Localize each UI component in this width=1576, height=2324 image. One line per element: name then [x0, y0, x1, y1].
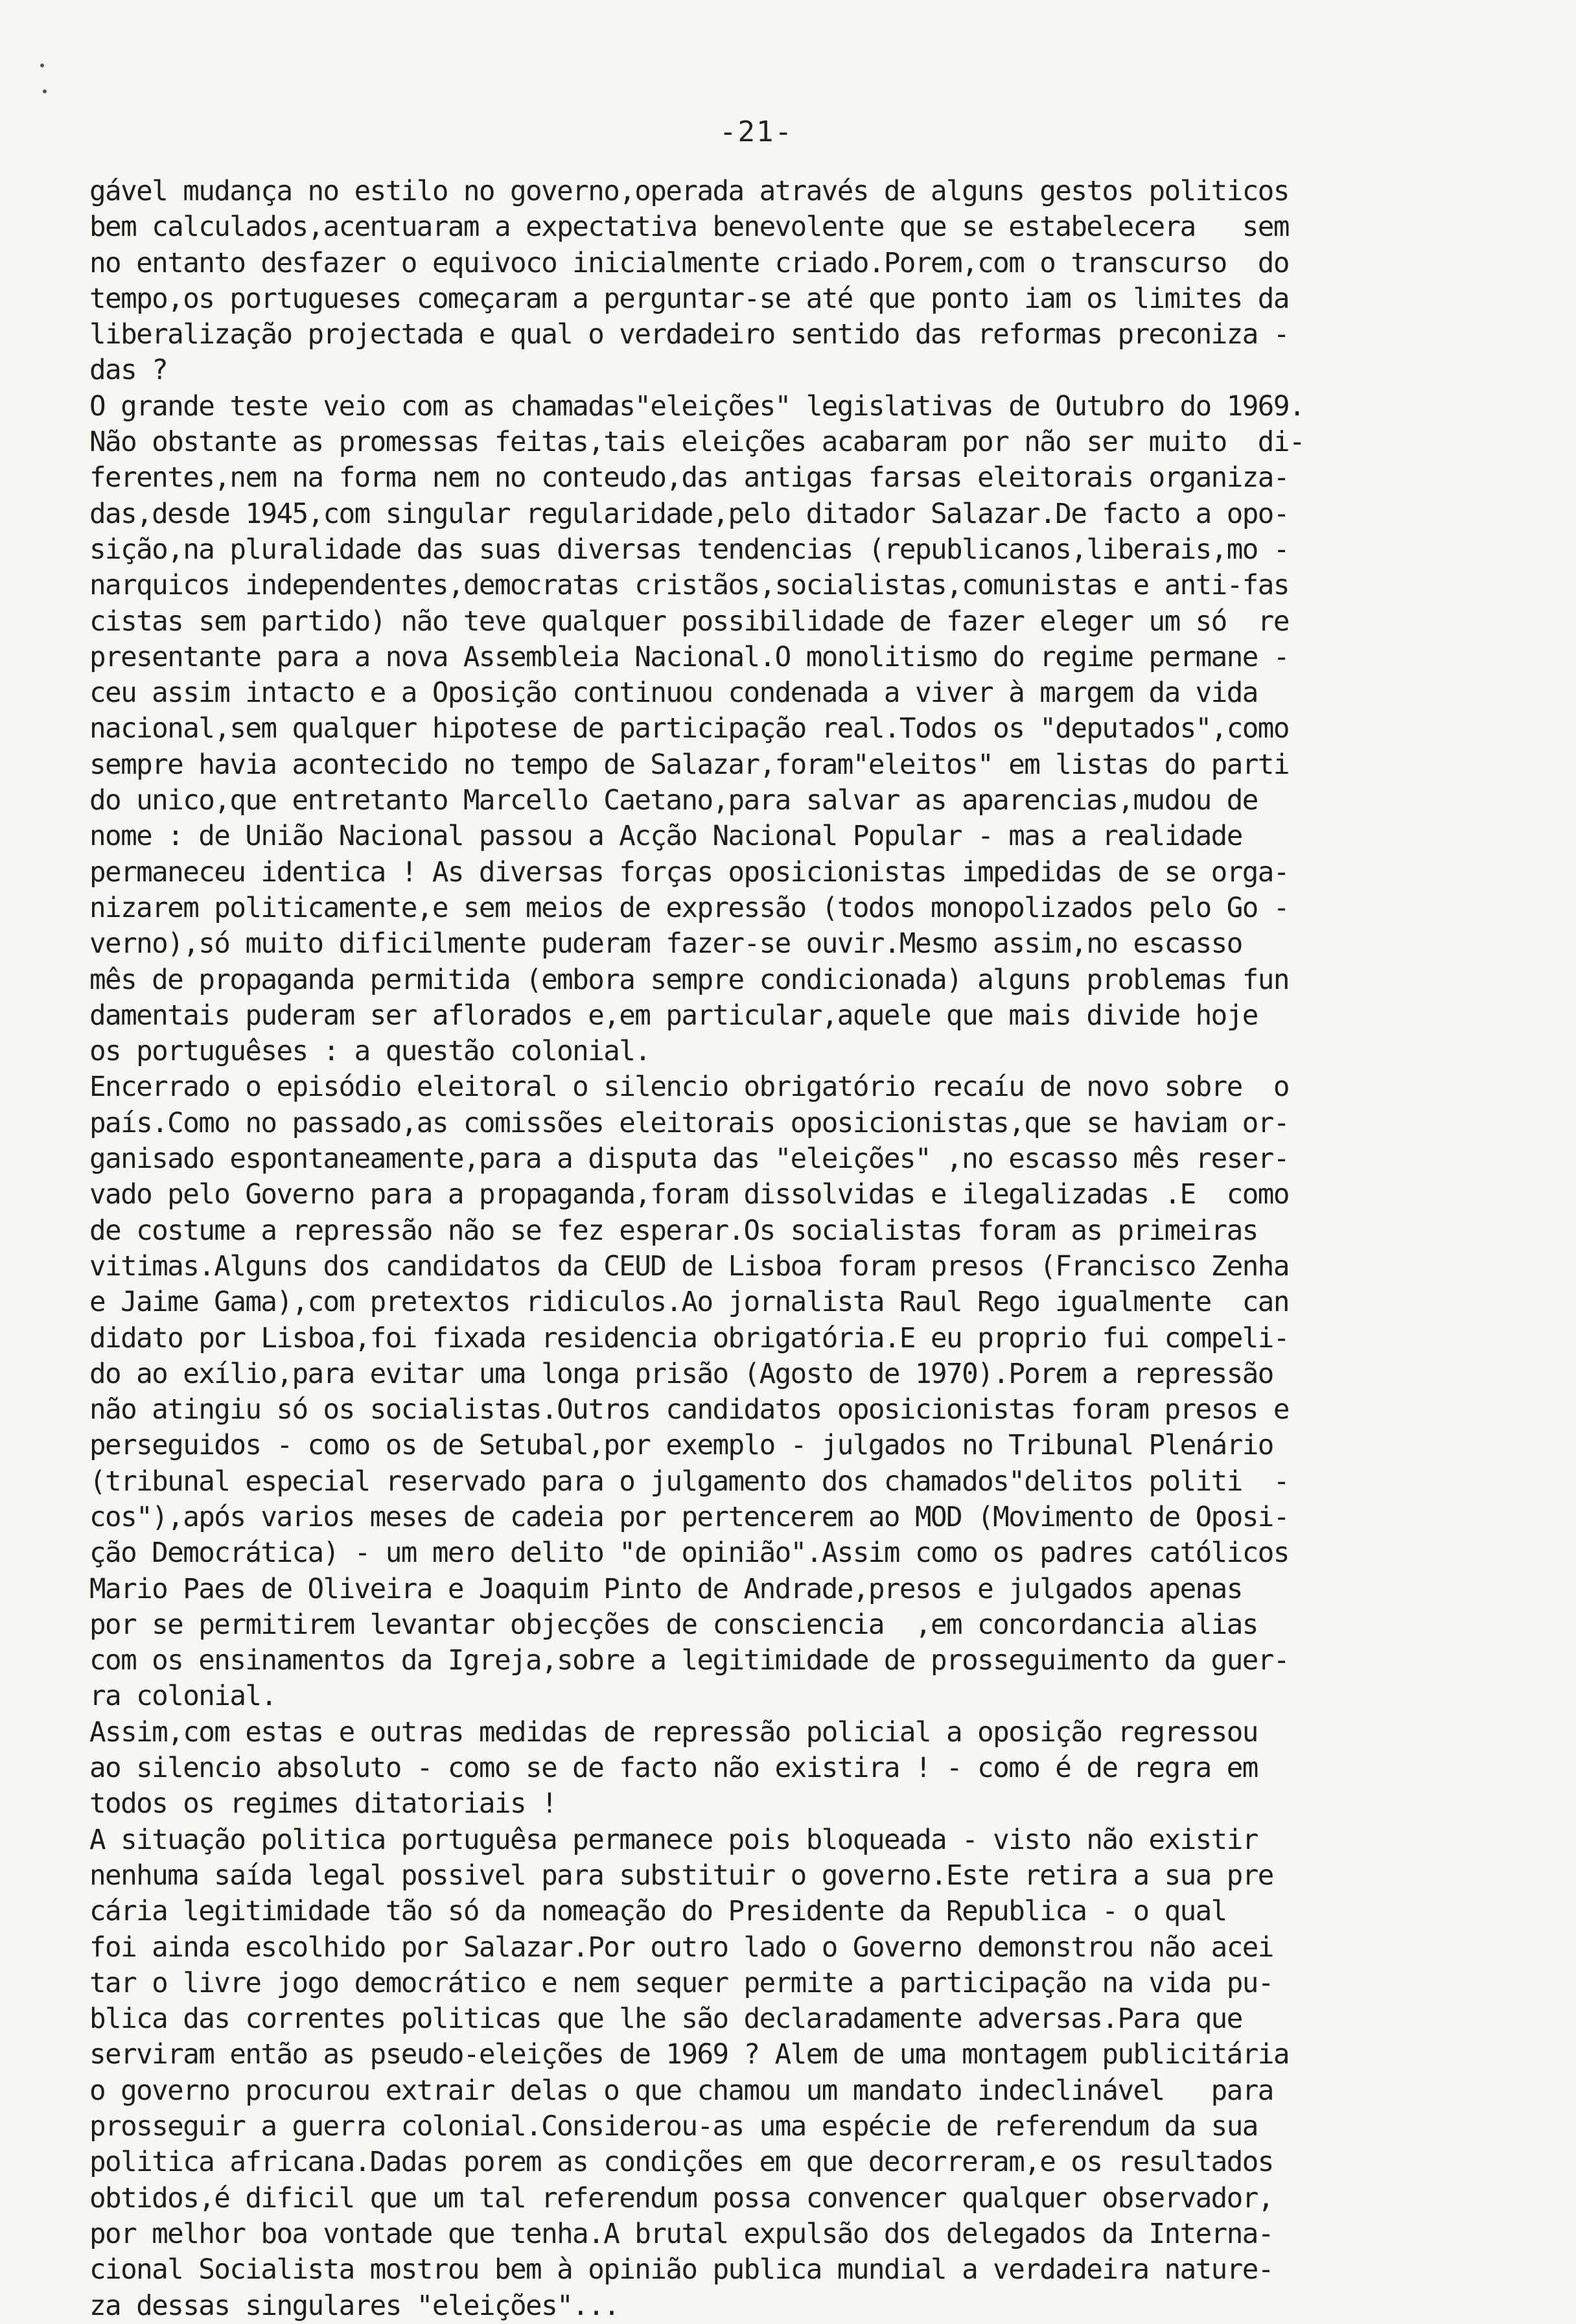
- text-line: nome : de União Nacional passou a Acção Nacional Popular - mas a realidade: [89, 820, 1242, 853]
- page-number: -21-: [719, 115, 793, 148]
- scan-speck: [43, 89, 47, 93]
- text-line: blica das correntes politicas que lhe são declaradamente adversas.Para que: [89, 2003, 1242, 2036]
- text-line: permaneceu identica ! As diversas forças oposicionistas impedidas de se orga-: [89, 856, 1289, 889]
- text-line: cária legitimidade tão só da nomeação do Presidente da Republica - o qual: [89, 1896, 1227, 1928]
- text-line: A situação politica portuguêsa permanece pois bloqueada - visto não existir: [89, 1824, 1258, 1856]
- text-line: do ao exílio,para evitar uma longa prisão (Agosto de 1970).Porem a repressão: [89, 1358, 1273, 1390]
- text-line: todos os regimes ditatoriais !: [89, 1788, 557, 1820]
- text-line: e Jaime Gama),com pretextos ridiculos.Ao jornalista Raul Rego igualmente can: [89, 1286, 1289, 1319]
- text-line: didato por Lisboa,foi fixada residencia obrigatória.E eu proprio fui compeli-: [89, 1322, 1289, 1354]
- text-line: tempo,os portugueses começaram a perguntar-se até que ponto iam os limites da: [89, 283, 1289, 315]
- text-line: presentante para a nova Assembleia Nacional.O monolitismo do regime permane -: [89, 641, 1289, 673]
- text-line: obtidos,é dificil que um tal referendum possa convencer qualquer observador,: [89, 2182, 1273, 2214]
- text-line: mês de propaganda permitida (embora sempre condicionada) alguns problemas fun: [89, 964, 1289, 996]
- text-line: de costume a repressão não se fez esperar.Os socialistas foram as primeiras: [89, 1214, 1258, 1247]
- text-line: ção Democrática) - um mero delito "de opinião".Assim como os padres católicos: [89, 1537, 1289, 1570]
- text-line: perseguidos - como os de Setubal,por exemplo - julgados no Tribunal Plenário: [89, 1430, 1273, 1462]
- text-line: os portuguêses : a questão colonial.: [89, 1036, 651, 1068]
- text-line: O grande teste veio com as chamadas"eleições" legislativas de Outubro do 1969.: [89, 390, 1304, 423]
- text-line: nacional,sem qualquer hipotese de participação real.Todos os "deputados",como: [89, 713, 1289, 745]
- text-line: gável mudança no estilo no governo,operada através de alguns gestos politicos: [89, 176, 1289, 207]
- text-line: serviram então as pseudo-eleições de 1969 ? Alem de uma montagem publicitária: [89, 2039, 1289, 2071]
- text-line: vado pelo Governo para a propaganda,foram dissolvidas e ilegalizadas .E como: [89, 1179, 1289, 1211]
- text-line: Assim,com estas e outras medidas de repressão policial a oposição regressou: [89, 1716, 1258, 1749]
- text-line: ganisado espontaneamente,para a disputa das "eleições" ,no escasso mês reser-: [89, 1143, 1289, 1176]
- text-line: narquicos independentes,democratas cristãos,socialistas,comunistas e anti-fas: [89, 570, 1289, 602]
- scan-speck: [40, 64, 44, 67]
- text-line: nizarem politicamente,e sem meios de expressão (todos monopolizados pelo Go -: [89, 892, 1289, 924]
- text-line: verno),só muito dificilmente puderam fazer-se ouvir.Mesmo assim,no escasso: [89, 928, 1242, 960]
- text-line: cional Socialista mostrou bem à opinião publica mundial a verdadeira nature-: [89, 2254, 1273, 2286]
- text-line: Mario Paes de Oliveira e Joaquim Pinto de Andrade,presos e julgados apenas: [89, 1573, 1242, 1605]
- text-line: por se permitirem levantar objecções de consciencia ,em concordancia alias: [89, 1609, 1258, 1641]
- text-line: (tribunal especial reservado para o julgamento dos chamados"delitos politi -: [89, 1465, 1289, 1498]
- text-line: liberalização projectada e qual o verdadeiro sentido das reformas preconiza -: [89, 319, 1289, 351]
- text-line: politica africana.Dadas porem as condições em que decorreram,e os resultados: [89, 2146, 1273, 2179]
- text-line: Não obstante as promessas feitas,tais eleições acabaram por não ser muito di-: [89, 426, 1304, 459]
- text-line: com os ensinamentos da Igreja,sobre a legitimidade de prosseguimento da guer-: [89, 1645, 1289, 1677]
- text-line: não atingiu só os socialistas.Outros candidatos oposicionistas foram presos e: [89, 1394, 1289, 1426]
- text-line: nenhuma saída legal possivel para substituir o governo.Este retira a sua pre: [89, 1859, 1273, 1892]
- text-line: cos"),após varios meses de cadeia por pertencerem ao MOD (Movimento de Oposi-: [89, 1501, 1289, 1533]
- text-line: ra colonial.: [89, 1680, 277, 1713]
- text-line: vitimas.Alguns dos candidatos da CEUD de Lisboa foram presos (Francisco Zenha: [89, 1250, 1289, 1283]
- text-line: tar o livre jogo democrático e nem sequer permite a participação na vida pu-: [89, 1967, 1273, 1999]
- text-line: ferentes,nem na forma nem no conteudo,das antigas farsas eleitorais organiza-: [89, 462, 1289, 494]
- text-line: bem calculados,acentuaram a expectativa benevolente que se estabelecera sem: [89, 211, 1289, 244]
- text-line: sição,na pluralidade das suas diversas tendencias (republicanos,liberais,mo -: [89, 533, 1289, 566]
- body-text: [89, 174, 1437, 2324]
- text-line: das,desde 1945,com singular regularidade,pelo ditador Salazar.De facto a opo-: [89, 498, 1289, 530]
- text-line: prosseguir a guerra colonial.Considerou-as uma espécie de referendum da sua: [89, 2111, 1258, 2143]
- text-line: sempre havia acontecido no tempo de Salazar,foram"eleitos" em listas do parti: [89, 749, 1289, 781]
- text-line: foi ainda escolhido por Salazar.Por outro lado o Governo demonstrou não acei: [89, 1931, 1273, 1964]
- text-line: cistas sem partido) não teve qualquer possibilidade de fazer eleger um só re: [89, 605, 1289, 638]
- text-line: por melhor boa vontade que tenha.A brutal expulsão dos delegados da Interna-: [89, 2218, 1273, 2250]
- text-line: ceu assim intacto e a Oposição continuou condenada a viver à margem da vida: [89, 677, 1258, 710]
- text-line: no entanto desfazer o equivoco inicialmente criado.Porem,com o transcurso do: [89, 247, 1289, 279]
- text-line: ao silencio absoluto - como se de facto não existira ! - como é de regra em: [89, 1752, 1258, 1785]
- text-line: país.Como no passado,as comissões eleitorais oposicionistas,que se haviam or-: [89, 1107, 1289, 1139]
- text-line: za dessas singulares "eleições"...: [89, 2290, 620, 2322]
- text-line: o governo procurou extrair delas o que chamou um mandato indeclinável para: [89, 2074, 1273, 2107]
- text-line: do unico,que entretanto Marcello Caetano,para salvar as aparencias,mudou de: [89, 785, 1258, 817]
- text-line: damentais puderam ser aflorados e,em particular,aquele que mais divide hoje: [89, 999, 1258, 1032]
- text-line: das ?: [89, 354, 168, 387]
- text-line: Encerrado o episódio eleitoral o silencio obrigatório recaíu de novo sobre o: [89, 1071, 1289, 1104]
